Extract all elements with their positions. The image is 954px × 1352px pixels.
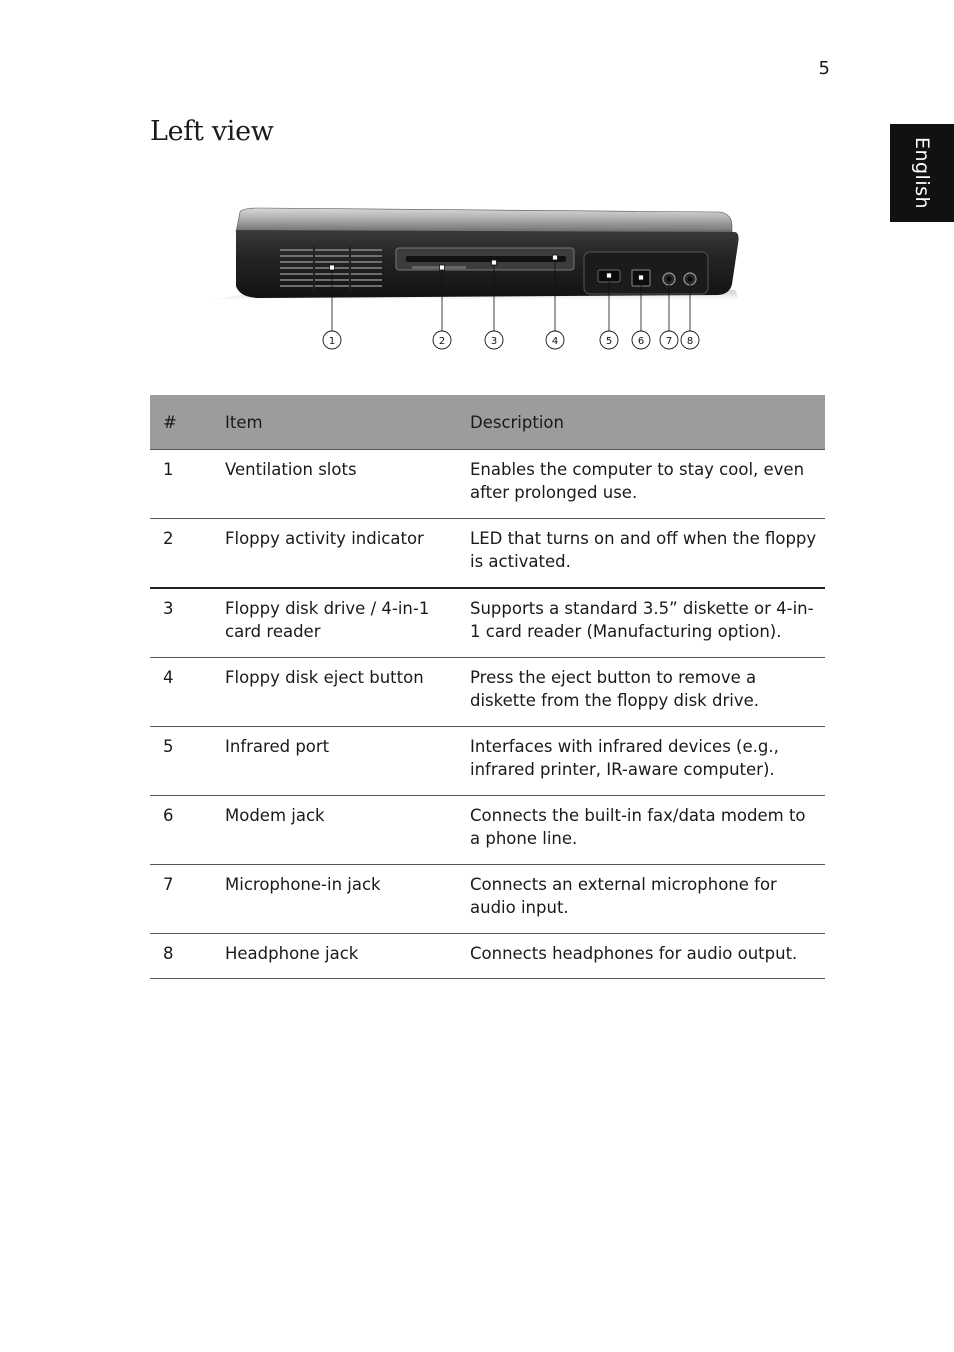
- row-item: Headphone jack: [225, 934, 470, 979]
- row-description: Supports a standard 3.5” diskette or 4-in-1 card reader (Manufacturing option).: [470, 588, 825, 658]
- row-item: Microphone-in jack: [225, 865, 470, 934]
- header-description: Description: [470, 395, 825, 450]
- row-description: Connects headphones for audio output.: [470, 934, 825, 979]
- row-number: 4: [150, 658, 225, 727]
- row-description: Connects an external microphone for audio input.: [470, 865, 825, 934]
- table-row: [150, 934, 825, 979]
- row-item: Modem jack: [225, 796, 470, 865]
- row-number: 7: [150, 865, 225, 934]
- row-item: Floppy activity indicator: [225, 519, 470, 589]
- row-description: Press the eject button to remove a diskette from the floppy disk drive.: [470, 658, 825, 727]
- language-tab: [890, 124, 954, 222]
- callout-number: 8: [686, 336, 694, 347]
- row-number: 2: [150, 519, 225, 589]
- row-number: 8: [150, 934, 225, 979]
- callout-number: 7: [665, 336, 673, 347]
- laptop-left-view-figure: [200, 200, 760, 360]
- row-number: 3: [150, 588, 225, 658]
- row-description: LED that turns on and off when the floppy is activated.: [470, 519, 825, 589]
- row-description: Enables the computer to stay cool, even after prolonged use.: [470, 450, 825, 519]
- callout-number: 3: [490, 336, 498, 347]
- ports-description-table: [150, 395, 825, 979]
- row-item: Infrared port: [225, 727, 470, 796]
- table-header-row: [150, 395, 825, 450]
- table-row: [150, 450, 825, 519]
- row-number: 1: [150, 450, 225, 519]
- callout-number: 5: [605, 336, 613, 347]
- row-number: 6: [150, 796, 225, 865]
- row-description: Interfaces with infrared devices (e.g., infrared printer, IR-aware computer).: [470, 727, 825, 796]
- callout-number: 2: [438, 336, 446, 347]
- row-description: Connects the built-in fax/data modem to a phone line.: [470, 796, 825, 865]
- row-item: Floppy disk eject button: [225, 658, 470, 727]
- table-row: [150, 727, 825, 796]
- callout-number: 1: [328, 336, 336, 347]
- table-row: [150, 865, 825, 934]
- row-item: Floppy disk drive / 4-in-1 card reader: [225, 588, 470, 658]
- section-title: Left view: [150, 116, 274, 147]
- header-item: Item: [225, 395, 470, 450]
- laptop-left-side-illustration: [200, 200, 760, 360]
- callout-number: 4: [551, 336, 559, 347]
- row-number: 5: [150, 727, 225, 796]
- table-row: [150, 658, 825, 727]
- callout-number: 6: [637, 336, 645, 347]
- page-number: 5: [818, 58, 830, 79]
- header-number: #: [150, 395, 225, 450]
- row-item: Ventilation slots: [225, 450, 470, 519]
- language-tab-label: English: [911, 136, 933, 210]
- table-row: [150, 796, 825, 865]
- table-row: [150, 519, 825, 589]
- table-row: [150, 588, 825, 658]
